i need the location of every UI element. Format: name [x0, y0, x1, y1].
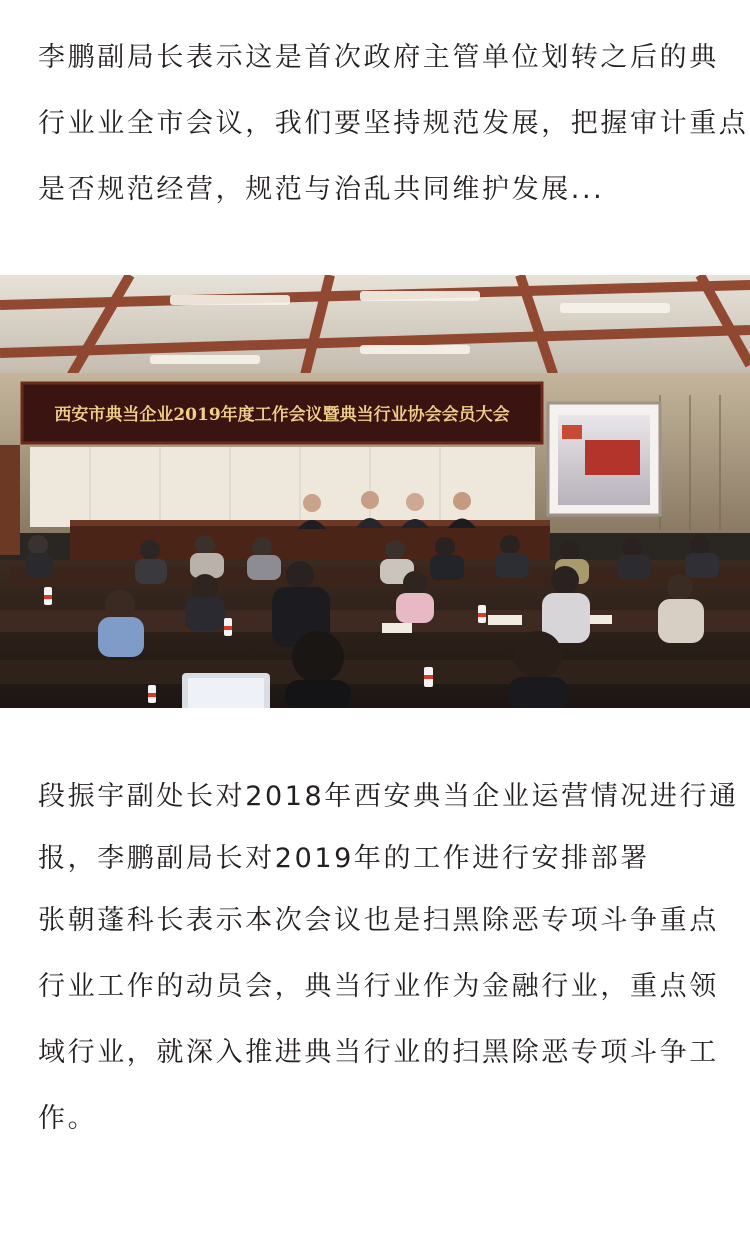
text-line: 作。 — [38, 1103, 98, 1134]
conference-hall-illustration — [0, 275, 750, 708]
report-paragraph — [38, 764, 739, 1152]
text-line: 段振宇副处长对2018年西安典当企业运营情况进行通 — [38, 781, 739, 812]
text-line: 张朝蓬科长表示本次会议也是扫黑除恶专项斗争重点 — [38, 905, 719, 936]
text-line: 李鹏副局长表示这是首次政府主管单位划转之后的典 — [38, 42, 719, 73]
text-line: 域行业，就深入推进典当行业的扫黑除恶专项斗争工 — [38, 1037, 719, 1068]
stage-backdrop — [30, 447, 535, 527]
text-line: 是否规范经营，规范与治乱共同维护发展... — [38, 174, 605, 205]
text-line: 行业工作的动员会，典当行业作为金融行业，重点领 — [38, 971, 719, 1002]
text-line: 行业业全市会议，我们要坚持规范发展，把握审计重点 — [38, 108, 749, 139]
banner-title: 西安市典当企业2019年度工作会议暨典当行业协会会员大会 — [54, 405, 510, 425]
meeting-photo — [0, 275, 750, 708]
intro-paragraph — [38, 25, 749, 223]
text-line: 报，李鹏副局长对2019年的工作进行安排部署 — [38, 843, 650, 874]
